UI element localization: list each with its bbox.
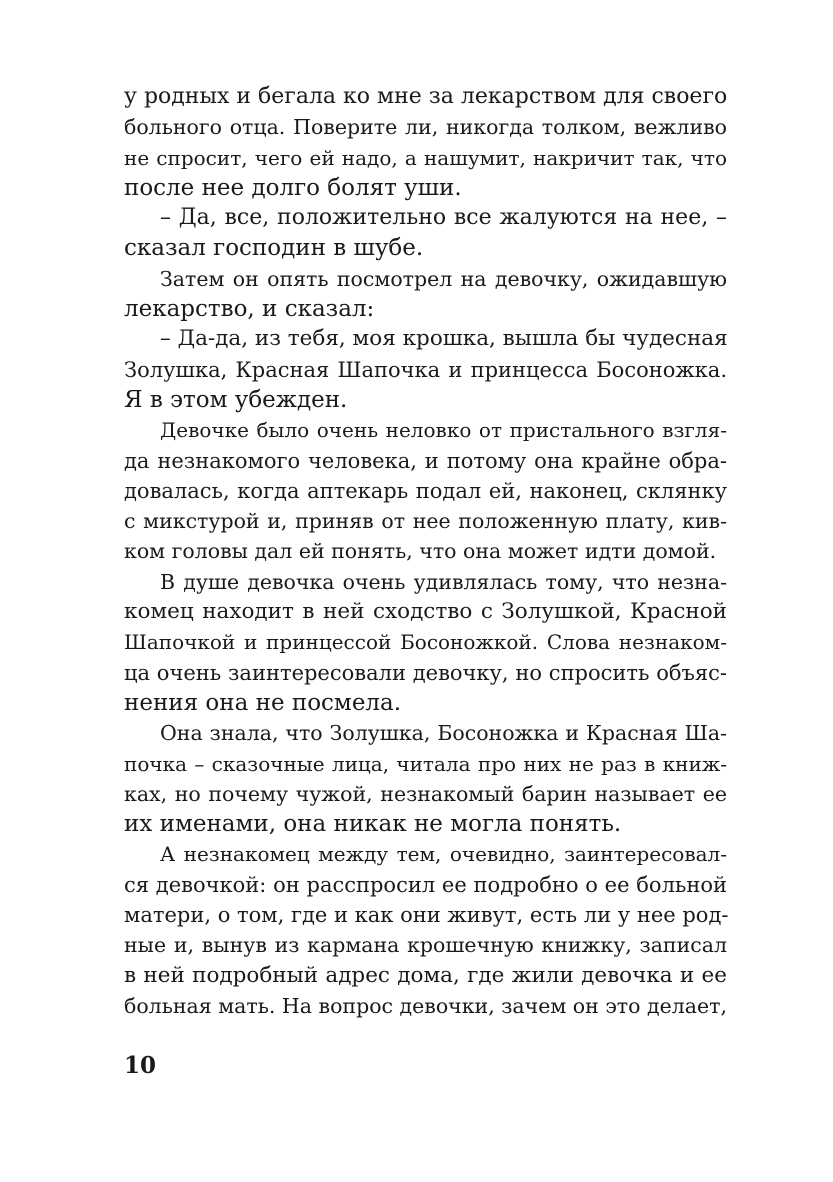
paragraph-first-line: – Да-да, из тебя, моя крошка, вышла бы чудесная [160,326,728,352]
text-line: Я в этом убежден. [124,386,348,413]
paragraph-first-line: Она знала, что Золушка, Босоножка и Красная Ша- [160,721,727,746]
text-line: комец находит в ней сходство с Золушкой, Красной [124,599,727,625]
paragraph-first-line: Девочке было очень неловко от пристального взгля- [160,418,727,443]
text-line: Шапочкой и принцессой Босоножкой. Слова незнаком- [124,630,727,655]
text-line: ца очень заинтересовали девочку, но спросить объяс- [124,660,727,685]
text-line: у родных и бегала ко мне за лекарством для своего [124,84,728,109]
text-line: ком головы дал ей понять, что она может идти домой. [124,539,717,564]
paragraph-first-line: В душе девочка очень удивлялась тому, что незна- [160,569,727,594]
text-line: больная мать. На вопрос девочки, зачем он это делает, [124,993,727,1018]
text-line: их именами, она никак не могла понять. [124,811,622,838]
paragraph-first-line: – Да, все, положительно все жалуются на нее, – [160,205,727,231]
text-line: лекарство, и сказал: [124,296,375,323]
text-line: в ней подробный адрес дома, где жили девочка и ее [124,962,727,988]
text-line: нения она не посмела. [124,689,402,716]
text-line: Золушка, Красная Шапочка и принцесса Босоножка. [124,357,727,382]
text-line: больного отца. Поверите ли, никогда толком, вежливо [124,115,727,140]
text-line: матери, о том, где и как они живут, есть ли у нее род- [124,903,729,928]
text-line: да незнакомого человека, и потому она крайне обра- [124,448,727,473]
text-line: ные и, вынув из кармана крошечную книжку, записал [124,933,727,958]
text-line: после нее долго болят уши. [124,174,462,201]
text-line: с микстурой и, приняв от нее положенную плату, кив- [124,509,727,534]
body-text [124,82,727,1021]
paragraph-first-line: Затем он опять посмотрел на девочку, ожидавшую [160,266,727,291]
text-line: ках, но почему чужой, незнакомый барин называет ее [124,781,727,806]
text-line: довалась, когда аптекарь подал ей, наконец, склянку [124,478,727,503]
page-number: 10 [124,1052,157,1079]
text-line: почка – сказочные лица, читала про них не раз в книж- [124,751,727,776]
text-line: ся девочкой: он расспросил ее подробно о ее больной [124,872,727,897]
paragraph-first-line: А незнакомец между тем, очевидно, заинтересовал- [160,842,727,867]
text-line: не спросит, чего ей надо, а нашумит, накричит так, что [124,145,727,170]
text-line: сказал господин в шубе. [124,235,424,262]
